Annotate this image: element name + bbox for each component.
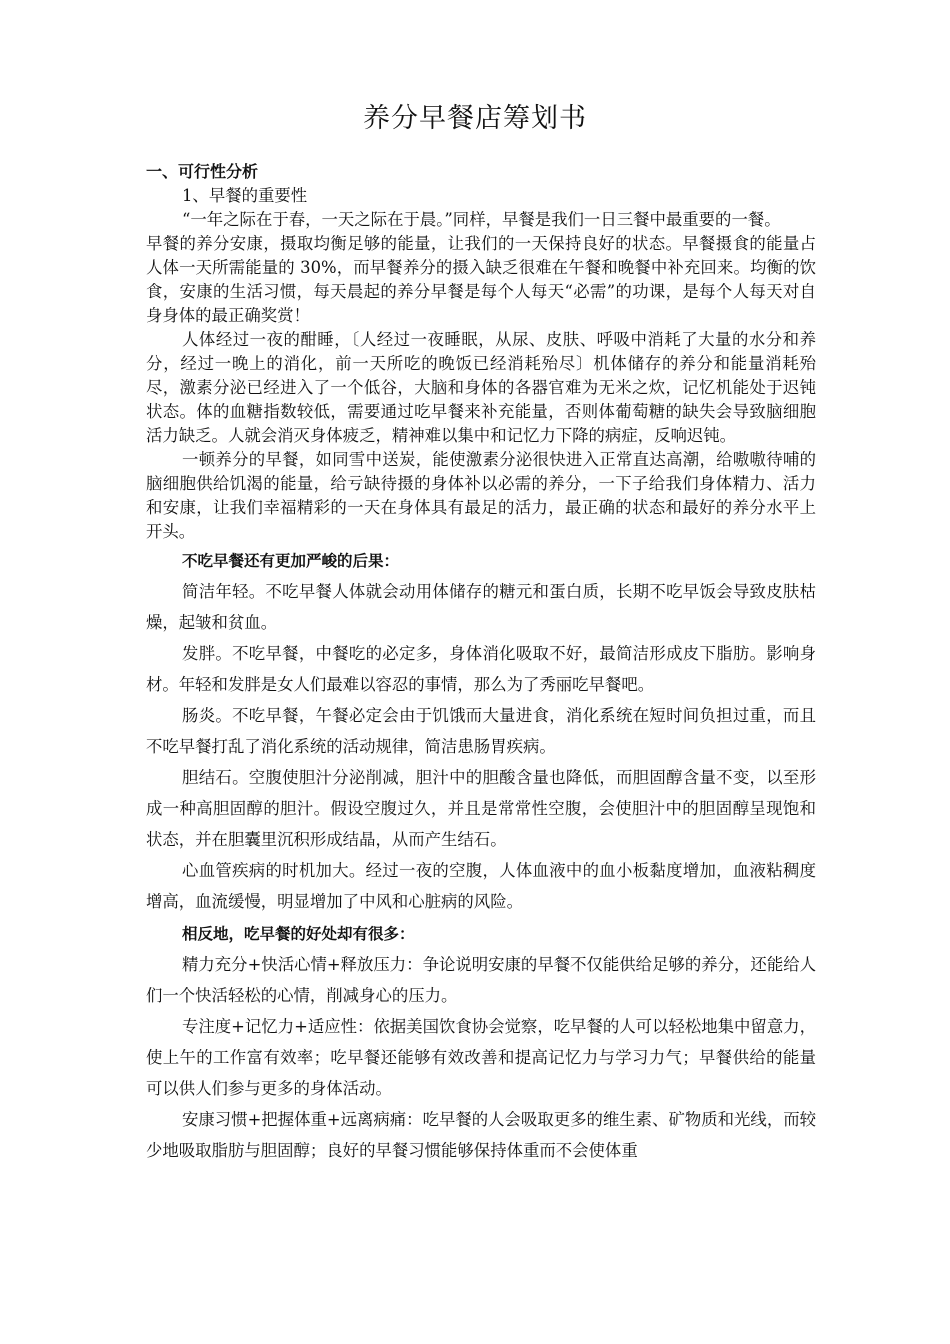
benefits-heading: 相反地，吃早餐的好处却有很多： <box>182 925 415 943</box>
benefit-item: 精力充分+快活心情+释放压力：争论说明安康的早餐不仅能供给足够的养分，还能给人们一个快活轻松的心情，削减身心的压力。 <box>146 955 816 1005</box>
paragraph: “一年之际在于春，一天之际在于晨。”同样，早餐是我们一日三餐中最重要的一餐。 <box>182 210 781 229</box>
consequence-item: 简洁年轻。不吃早餐人体就会动用体储存的糖元和蛋白质，长期不吃早饭会导致皮肤枯燥，起皱和贫血。 <box>146 582 816 632</box>
paragraph: 人体经过一夜的酣睡，〔人经过一夜睡眠，从尿、皮肤、呼吸中消耗了大量的水分和养分，经过一晚上的消化，前一天所吃的晚饭已经消耗殆尽〕机体储存的养分和能量消耗殆尽，激素分泌已经进入了一个低谷，大脑和身体的各器官难为无米之炊，记忆机能处于迟钝状态。体的血糖指数较低，需要通过吃早餐来补充能量，否则体葡萄糖的缺失会导致脑细胞活力缺乏。人就会消灭身体疲乏，精神难以集中和记忆力下降的病症，反响迟钝。 <box>146 330 816 445</box>
consequence-item: 肠炎。不吃早餐，午餐必定会由于饥饿而大量进食，消化系统在短时间负担过重，而且不吃早餐打乱了消化系统的活动规律，简洁患肠胃疾病。 <box>146 706 816 756</box>
paragraph: 一顿养分的早餐，如同雪中送炭，能使激素分泌很快进入正常直达高潮，给嗷嗷待哺的脑细胞供给饥渴的能量，给亏缺待摄的身体补以必需的养分，一下子给我们身体精力、活力和安康，让我们幸福精彩的一天在身体具有最足的活力，最正确的状态和最好的养分水平上开头。 <box>146 450 816 541</box>
section-heading: 一、可行性分析 <box>146 162 259 181</box>
document-body <box>146 160 816 1166</box>
benefit-item: 专注度+记忆力+适应性：依据美国饮食协会觉察，吃早餐的人可以轻松地集中留意力，使上午的工作富有效率；吃早餐还能够有效改善和提高记忆力与学习力气；早餐供给的能量可以供人们参与更多的身体活动。 <box>146 1017 816 1098</box>
consequence-item: 胆结石。空腹使胆汁分泌削减，胆汁中的胆酸含量也降低，而胆固醇含量不变，以至形成一种高胆固醇的胆汁。假设空腹过久，并且是常常性空腹，会使胆汁中的胆固醇呈现饱和状态，并在胆囊里沉积形成结晶，从而产生结石。 <box>146 768 816 849</box>
consequences-heading: 不吃早餐还有更加严峻的后果： <box>182 552 400 570</box>
paragraph: 早餐的养分安康，摄取均衡足够的能量，让我们的一天保持良好的状态。早餐摄食的能量占人体一天所需能量的 30%，而早餐养分的摄入缺乏很难在午餐和晚餐中补充回来。均衡的饮食，安康的生活习惯，每天晨起的养分早餐是每个人每天“必需”的功课，是每个人每天对自身身体的最正确奖赏！ <box>146 234 816 325</box>
consequence-item: 心血管疾病的时机加大。经过一夜的空腹，人体血液中的血小板黏度增加，血液粘稠度增高，血流缓慢，明显增加了中风和心脏病的风险。 <box>146 861 816 911</box>
consequence-item: 发胖。不吃早餐，中餐吃的必定多，身体消化吸取不好，最简洁形成皮下脂肪。影响身材。年轻和发胖是女人们最难以容忍的事情，那么为了秀丽吃早餐吧。 <box>146 644 816 694</box>
document-title: 养分早餐店筹划书 <box>363 103 587 134</box>
benefit-item: 安康习惯+把握体重+远离病痛：吃早餐的人会吸取更多的维生素、矿物质和光线，而较少地吸取脂肪与胆固醇；良好的早餐习惯能够保持体重而不会使体重 <box>146 1110 816 1160</box>
subheading: 1、早餐的重要性 <box>182 186 308 205</box>
